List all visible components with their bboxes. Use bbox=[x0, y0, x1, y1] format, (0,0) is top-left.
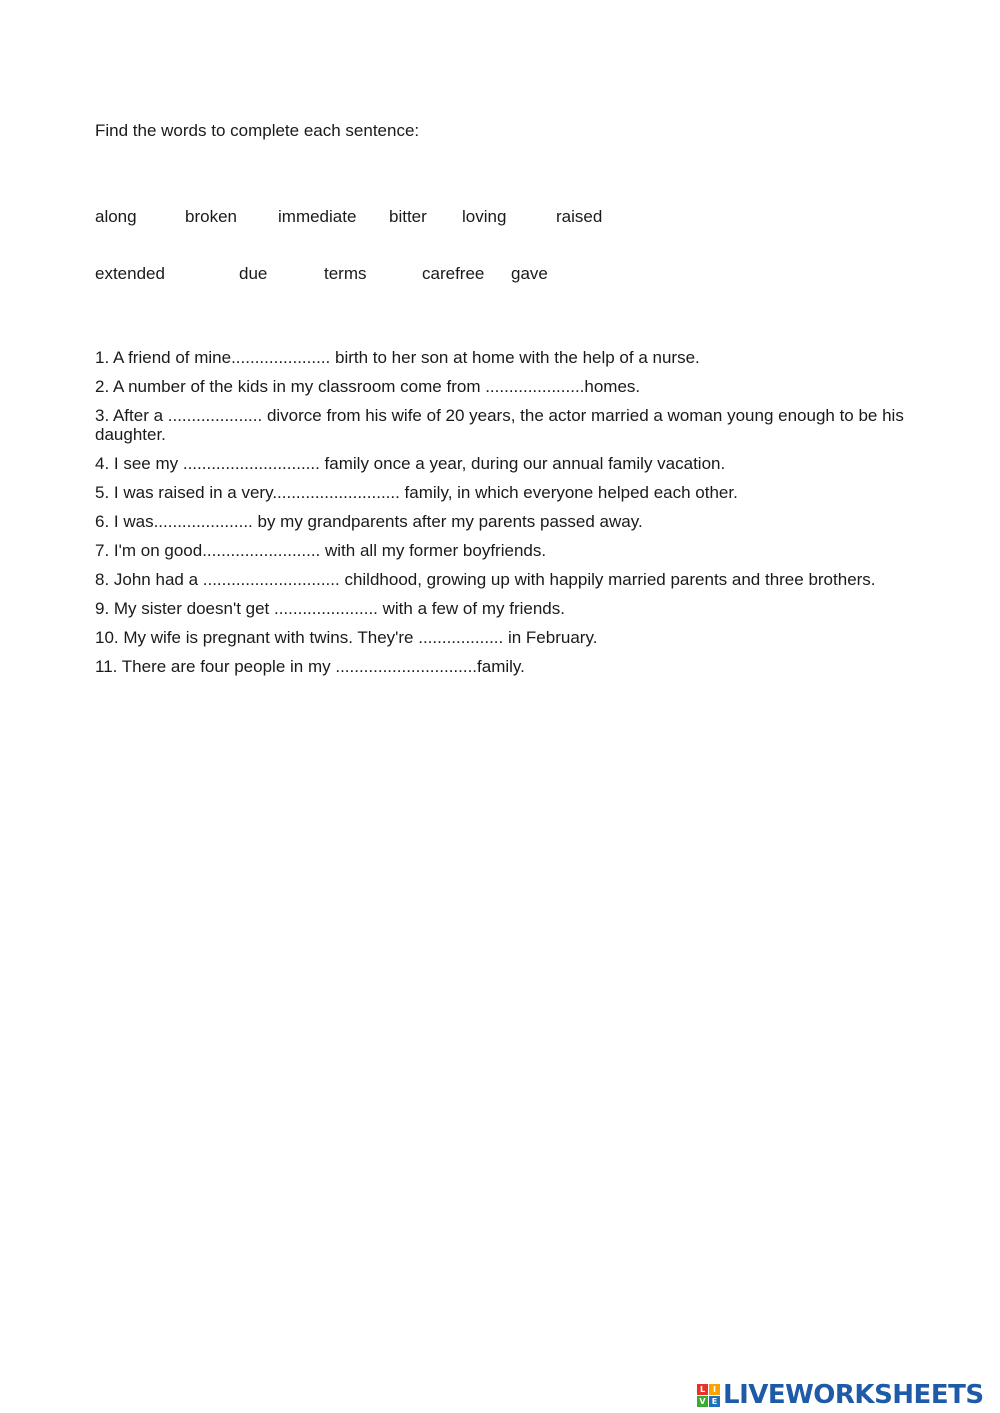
logo-tile: E bbox=[709, 1396, 720, 1407]
word-bank-item: broken bbox=[185, 207, 237, 226]
sentence-list bbox=[95, 348, 910, 686]
sentence-item: 11. There are four people in my ..............................family. bbox=[95, 657, 525, 676]
word-bank-item: terms bbox=[324, 264, 367, 283]
sentence-item: 3. After a .................... divorce from his wife of 20 years, the actor married a woman young enough to be his daughter. bbox=[95, 406, 904, 444]
word-bank-item: loving bbox=[462, 207, 507, 226]
sentence-item: 7. I'm on good......................... with all my former boyfriends. bbox=[95, 541, 547, 560]
logo-text: LIVEWORKSHEETS bbox=[723, 1380, 984, 1410]
word-bank-item: bitter bbox=[389, 207, 427, 226]
word-bank-item: along bbox=[95, 207, 137, 226]
word-bank-item: extended bbox=[95, 264, 165, 283]
word-bank-item: due bbox=[239, 264, 268, 283]
sentence-item: 5. I was raised in a very........................... family, in which everyone helped each other. bbox=[95, 483, 738, 502]
sentence-item: 9. My sister doesn't get ...................... with a few of my friends. bbox=[95, 599, 565, 618]
sentence-item: 8. John had a ............................. childhood, growing up with happily married parents and three brothers. bbox=[95, 570, 876, 589]
sentence-item: 2. A number of the kids in my classroom come from .....................homes. bbox=[95, 377, 641, 396]
sentence-item: 6. I was..................... by my grandparents after my parents passed away. bbox=[95, 512, 643, 531]
logo-tile: V bbox=[697, 1396, 708, 1407]
sentence-item: 10. My wife is pregnant with twins. They're .................. in February. bbox=[95, 628, 598, 647]
liveworksheets-logo[interactable] bbox=[697, 1378, 984, 1412]
word-bank-item: carefree bbox=[422, 264, 485, 283]
instruction-text: Find the words to complete each sentence: bbox=[95, 121, 420, 140]
logo-tile: I bbox=[709, 1384, 720, 1395]
logo-mark-icon bbox=[697, 1384, 720, 1407]
sentence-item: 4. I see my ............................. family once a year, during our annual family vacation. bbox=[95, 454, 726, 473]
word-bank-item: immediate bbox=[278, 207, 357, 226]
word-bank-item: raised bbox=[556, 207, 603, 226]
word-bank-item: gave bbox=[511, 264, 548, 283]
sentence-item: 1. A friend of mine..................... birth to her son at home with the help of a nurse. bbox=[95, 348, 700, 367]
logo-tile: L bbox=[697, 1384, 708, 1395]
